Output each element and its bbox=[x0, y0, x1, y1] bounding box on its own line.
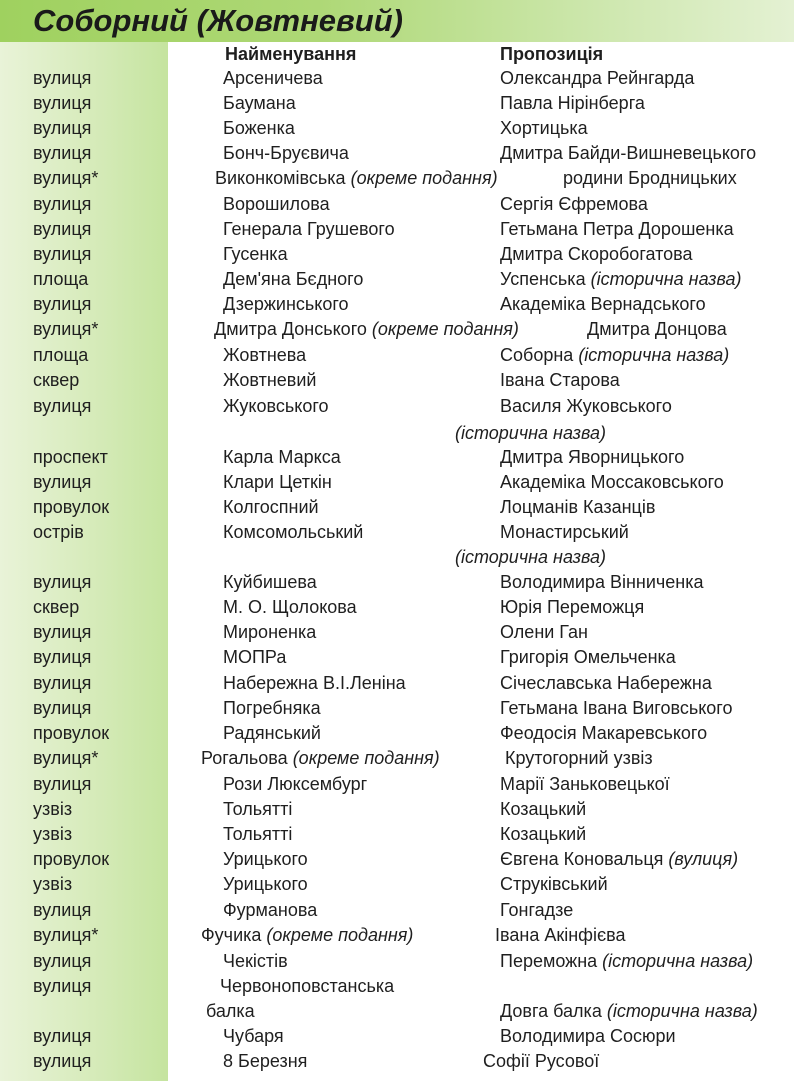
table-row bbox=[0, 267, 794, 292]
row-proposal: Струківський bbox=[500, 874, 608, 894]
row-proposal-group bbox=[500, 192, 648, 217]
row-proposal: Володимира Вінниченка bbox=[500, 572, 704, 592]
row-name: Тольятті bbox=[223, 799, 293, 819]
row-type: узвіз bbox=[33, 824, 73, 844]
row-type: провулок bbox=[33, 497, 110, 517]
row-name: Жуковського bbox=[223, 396, 329, 416]
row-proposal: Дмитра Скоробогатова bbox=[500, 244, 693, 264]
table-row bbox=[0, 797, 794, 822]
table-row bbox=[0, 141, 794, 166]
row-proposal: Січеславська Набережна bbox=[500, 673, 712, 693]
row-proposal-group bbox=[483, 1049, 599, 1074]
row-proposal: Лоцманів Казанців bbox=[500, 497, 656, 517]
row-name: Фурманова bbox=[223, 900, 318, 920]
row-proposal-group bbox=[500, 822, 586, 847]
row-proposal-group bbox=[500, 495, 655, 520]
row-proposal-group bbox=[500, 570, 704, 595]
row-proposal-group bbox=[500, 267, 742, 292]
row-proposal-group bbox=[505, 746, 653, 771]
row-proposal-group bbox=[500, 999, 758, 1024]
row-proposal: Гетьмана Петра Дорошенка bbox=[500, 219, 734, 239]
row-proposal: Гетьмана Івана Виговського bbox=[500, 698, 733, 718]
row-proposal: Василя Жуковського bbox=[500, 396, 672, 416]
row-proposal: Володимира Сосюри bbox=[500, 1026, 676, 1046]
row-name: Тольятті bbox=[223, 824, 293, 844]
row-type: вулиця bbox=[33, 673, 92, 693]
row-proposal-group bbox=[500, 343, 729, 368]
row-name: балка bbox=[206, 1001, 255, 1021]
row-proposal-group bbox=[500, 721, 707, 746]
row-proposal-note: (історична назва) bbox=[606, 1001, 758, 1021]
row-name: М. О. Щолокова bbox=[223, 597, 357, 617]
table-row bbox=[0, 317, 794, 342]
table-row bbox=[0, 772, 794, 797]
row-type: сквер bbox=[33, 597, 80, 617]
row-type: узвіз bbox=[33, 799, 73, 819]
table-row bbox=[0, 721, 794, 746]
row-proposal-group bbox=[500, 1024, 676, 1049]
table-row bbox=[0, 520, 794, 545]
row-proposal-group bbox=[500, 470, 724, 495]
row-name: МОПРа bbox=[223, 647, 287, 667]
table-row bbox=[0, 343, 794, 368]
table-row bbox=[0, 445, 794, 470]
table-row bbox=[0, 116, 794, 141]
row-name: 8 Березня bbox=[223, 1051, 308, 1071]
row-type: острів bbox=[33, 522, 84, 542]
table-row bbox=[0, 974, 794, 999]
row-type: вулиця bbox=[33, 472, 92, 492]
row-name: Рогальова bbox=[201, 748, 288, 768]
row-type: вулиця bbox=[33, 194, 92, 214]
table-row bbox=[0, 192, 794, 217]
row-type: вулиця bbox=[33, 1026, 92, 1046]
row-proposal-group bbox=[500, 217, 734, 242]
row-proposal: Козацький bbox=[500, 799, 587, 819]
table-row bbox=[0, 545, 794, 570]
table-row bbox=[0, 421, 794, 446]
row-name: Колгоспний bbox=[223, 497, 319, 517]
row-proposal-group bbox=[500, 898, 573, 923]
table-row bbox=[0, 645, 794, 670]
row-type: проспект bbox=[33, 447, 108, 467]
row-type: вулиця bbox=[33, 219, 92, 239]
row-proposal-group bbox=[500, 66, 694, 91]
row-name: Баумана bbox=[223, 93, 296, 113]
row-proposal-note: (історична назва) bbox=[590, 269, 742, 289]
table-row bbox=[0, 949, 794, 974]
row-name: Бонч-Бруєвича bbox=[223, 143, 349, 163]
row-type: площа bbox=[33, 345, 89, 365]
table-row bbox=[0, 166, 794, 191]
row-type: вулиця bbox=[33, 647, 92, 667]
row-name: Рози Люксембург bbox=[223, 774, 368, 794]
row-proposal: Сергія Єфремова bbox=[500, 194, 648, 214]
header-name: Найменування bbox=[225, 44, 357, 64]
row-name-group bbox=[214, 317, 519, 342]
row-proposal-group bbox=[500, 620, 588, 645]
row-proposal-group bbox=[500, 292, 706, 317]
row-proposal: Козацький bbox=[500, 824, 587, 844]
table-row bbox=[0, 292, 794, 317]
row-name-group bbox=[201, 923, 413, 948]
row-proposal-group bbox=[455, 545, 606, 570]
row-name: Дзержинського bbox=[223, 294, 349, 314]
row-type: вулиця bbox=[33, 294, 92, 314]
row-type: вулиця bbox=[33, 698, 92, 718]
row-proposal-group bbox=[500, 91, 645, 116]
row-proposal: Григорія Омельченка bbox=[500, 647, 676, 667]
row-name: Фучика bbox=[201, 925, 262, 945]
table-row bbox=[0, 872, 794, 897]
row-name: Чекістів bbox=[223, 951, 288, 971]
table-row bbox=[0, 91, 794, 116]
row-proposal: Феодосія Макаревського bbox=[500, 723, 708, 743]
row-type: площа bbox=[33, 269, 89, 289]
row-type: вулиця* bbox=[33, 925, 99, 945]
row-name-note: (окреме подання) bbox=[350, 168, 498, 188]
header-proposal: Пропозиція bbox=[500, 44, 604, 64]
row-proposal-group bbox=[500, 445, 684, 470]
row-proposal: Академіка Вернадського bbox=[500, 294, 706, 314]
row-type: вулиця bbox=[33, 118, 92, 138]
row-proposal: Переможна bbox=[500, 951, 598, 971]
row-proposal-group bbox=[500, 242, 693, 267]
row-name: Боженка bbox=[223, 118, 295, 138]
table-row bbox=[0, 242, 794, 267]
row-type: вулиця* bbox=[33, 748, 99, 768]
row-name: Комсомольський bbox=[223, 522, 364, 542]
row-name-note: (окреме подання) bbox=[371, 319, 519, 339]
table-row bbox=[0, 394, 794, 419]
row-name: Гусенка bbox=[223, 244, 288, 264]
row-name: Мироненка bbox=[223, 622, 317, 642]
row-proposal-note: (історична назва) bbox=[578, 345, 730, 365]
row-proposal-group bbox=[500, 394, 672, 419]
row-proposal: Юрія Переможця bbox=[500, 597, 645, 617]
row-type: вулиця* bbox=[33, 168, 99, 188]
row-name-note: (окреме подання) bbox=[266, 925, 414, 945]
row-proposal-group bbox=[500, 872, 608, 897]
row-name: Погребняка bbox=[223, 698, 321, 718]
row-name: Дмитра Донського bbox=[214, 319, 367, 339]
row-name: Генерала Грушевого bbox=[223, 219, 395, 239]
row-name: Карла Маркса bbox=[223, 447, 341, 467]
row-proposal-group bbox=[500, 696, 733, 721]
row-proposal-note: (вулиця) bbox=[668, 849, 739, 869]
row-name: Радянський bbox=[223, 723, 321, 743]
row-proposal: Івана Акінфієва bbox=[495, 925, 626, 945]
table-row bbox=[0, 495, 794, 520]
row-proposal-note: (історична назва) bbox=[455, 423, 606, 443]
row-type: вулиця bbox=[33, 622, 92, 642]
row-name: Урицького bbox=[223, 874, 308, 894]
table-row bbox=[0, 696, 794, 721]
table-row bbox=[0, 847, 794, 872]
row-proposal-group bbox=[495, 923, 626, 948]
row-proposal-group bbox=[500, 520, 629, 545]
table-row bbox=[0, 620, 794, 645]
row-proposal: Івана Старова bbox=[500, 370, 620, 390]
row-type: узвіз bbox=[33, 874, 73, 894]
row-type: вулиця bbox=[33, 93, 92, 113]
table-row bbox=[0, 595, 794, 620]
row-proposal: Марії Заньковецької bbox=[500, 774, 670, 794]
row-proposal: Дмитра Яворницького bbox=[500, 447, 685, 467]
row-proposal-group bbox=[500, 116, 588, 141]
table-row bbox=[0, 999, 794, 1024]
table-row bbox=[0, 822, 794, 847]
row-proposal: Гонгадзе bbox=[500, 900, 574, 920]
row-proposal-group bbox=[500, 949, 753, 974]
table-row bbox=[0, 217, 794, 242]
table-row bbox=[0, 1049, 794, 1074]
table-row bbox=[0, 1024, 794, 1049]
row-proposal-note: (історична назва) bbox=[455, 547, 606, 567]
row-type: вулиця bbox=[33, 774, 92, 794]
row-proposal-group bbox=[500, 595, 644, 620]
row-name: Жовтневий bbox=[223, 370, 317, 390]
row-proposal-group bbox=[500, 645, 676, 670]
row-proposal-group bbox=[455, 421, 606, 446]
row-proposal-note: (історична назва) bbox=[602, 951, 754, 971]
row-name-group bbox=[201, 746, 440, 771]
row-proposal-group bbox=[500, 797, 586, 822]
row-proposal-group bbox=[500, 847, 738, 872]
row-name: Клари Цеткін bbox=[223, 472, 332, 492]
row-proposal: Олени Ган bbox=[500, 622, 588, 642]
row-type: вулиця bbox=[33, 68, 92, 88]
row-proposal: Павла Нірінберга bbox=[500, 93, 645, 113]
row-name: Виконкомівська bbox=[215, 168, 346, 188]
row-proposal-group bbox=[500, 368, 620, 393]
table-row bbox=[0, 570, 794, 595]
row-proposal: Академіка Моссаковського bbox=[500, 472, 724, 492]
row-proposal: Довга балка bbox=[500, 1001, 602, 1021]
row-name: Ворошилова bbox=[223, 194, 330, 214]
row-name: Чубаря bbox=[223, 1026, 284, 1046]
row-name: Дем'яна Бєдного bbox=[223, 269, 364, 289]
row-proposal-group bbox=[500, 671, 712, 696]
row-type: вулиця bbox=[33, 1051, 92, 1071]
row-proposal: Євгена Коновальця bbox=[500, 849, 664, 869]
row-type: сквер bbox=[33, 370, 80, 390]
row-proposal: Соборна bbox=[500, 345, 574, 365]
row-name-note: (окреме подання) bbox=[292, 748, 440, 768]
row-proposal: Олександра Рейнгарда bbox=[500, 68, 695, 88]
row-type: вулиця bbox=[33, 396, 92, 416]
row-type: провулок bbox=[33, 723, 110, 743]
table-row bbox=[0, 746, 794, 771]
row-name-group bbox=[215, 166, 498, 191]
row-proposal: Крутогорний узвіз bbox=[505, 748, 653, 768]
row-proposal: Успенська bbox=[500, 269, 586, 289]
page-title: Соборний (Жовтневий) bbox=[0, 0, 794, 42]
row-type: вулиця bbox=[33, 143, 92, 163]
row-proposal-group bbox=[500, 141, 756, 166]
table-row bbox=[0, 671, 794, 696]
row-proposal-group bbox=[500, 772, 670, 797]
row-type: вулиця bbox=[33, 976, 92, 996]
row-name: Куйбишева bbox=[223, 572, 317, 592]
row-type: провулок bbox=[33, 849, 110, 869]
row-name: Набережна В.І.Леніна bbox=[223, 673, 406, 693]
table-row bbox=[0, 470, 794, 495]
row-proposal: Дмитра Байди-Вишневецького bbox=[500, 143, 757, 163]
row-name: Жовтнева bbox=[223, 345, 307, 365]
table-row bbox=[0, 368, 794, 393]
row-type: вулиця bbox=[33, 951, 92, 971]
row-name: Урицького bbox=[223, 849, 308, 869]
row-proposal: Дмитра Донцова bbox=[587, 319, 727, 339]
row-proposal: родини Бродницьких bbox=[563, 168, 737, 188]
row-name: Червоноповстанська bbox=[220, 976, 395, 996]
row-name: Арсеничева bbox=[223, 68, 323, 88]
row-type: вулиця bbox=[33, 572, 92, 592]
table-row bbox=[0, 898, 794, 923]
row-proposal: Софії Русової bbox=[483, 1051, 600, 1071]
table-row bbox=[0, 923, 794, 948]
row-type: вулиця bbox=[33, 244, 92, 264]
row-proposal: Монастирський bbox=[500, 522, 629, 542]
table-row bbox=[0, 66, 794, 91]
row-type: вулиця bbox=[33, 900, 92, 920]
row-type: вулиця* bbox=[33, 319, 99, 339]
row-proposal: Хортицька bbox=[500, 118, 588, 138]
